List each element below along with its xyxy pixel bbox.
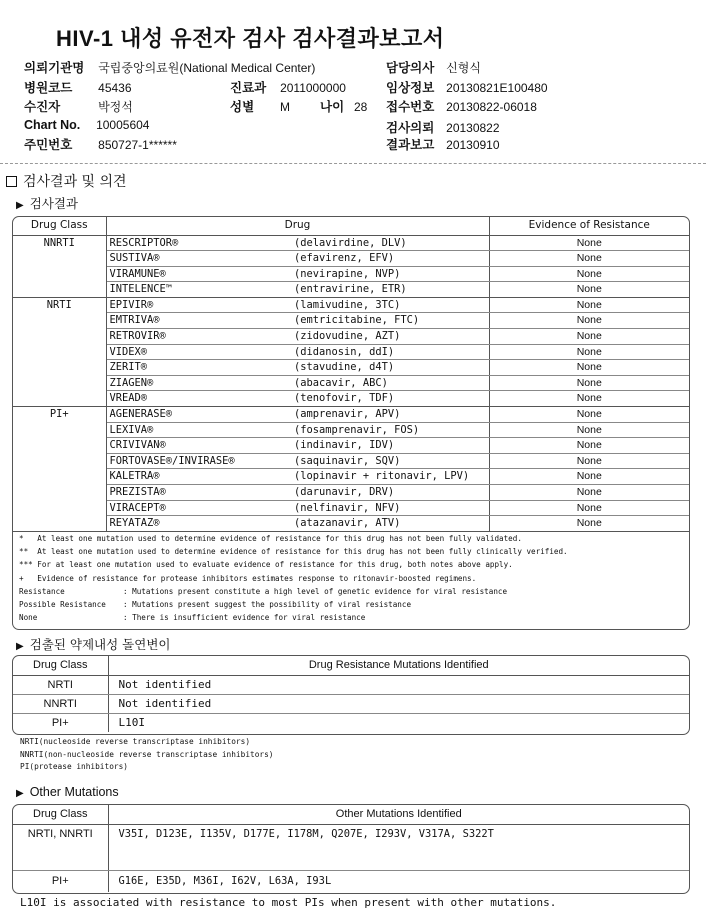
brand-name-cell: LEXIVA® bbox=[106, 422, 291, 438]
generic-name-cell: (efavirenz, EFV) bbox=[291, 251, 489, 267]
table-row bbox=[13, 870, 689, 892]
other-header-row bbox=[13, 805, 689, 824]
legend-line: NNRTI(non-nucleoside reverse transcriptase inhibitors) bbox=[20, 749, 274, 759]
definition-term: None bbox=[19, 613, 38, 623]
drug-class-cell: NRTI bbox=[13, 297, 106, 406]
evidence-cell: None bbox=[489, 297, 689, 313]
evidence-cell: None bbox=[489, 266, 689, 282]
brand-name-cell: ZIAGEN® bbox=[106, 375, 291, 391]
evidence-cell: None bbox=[489, 453, 689, 469]
generic-name-cell: (amprenavir, APV) bbox=[291, 407, 489, 423]
definition-text: : There is insufficient evidence for viral resistance bbox=[123, 613, 366, 623]
table-row bbox=[13, 438, 689, 454]
definition-line bbox=[19, 598, 683, 611]
section-results-opinion bbox=[6, 171, 127, 191]
age-label: 나이 bbox=[320, 100, 345, 114]
generic-name-cell: (abacavir, ABC) bbox=[291, 375, 489, 391]
brand-name-cell: EMTRIVA® bbox=[106, 313, 291, 329]
mutations-cell: V35I, D123E, I135V, D177E, I178M, Q207E, I293V, V317A, S322T bbox=[108, 824, 689, 870]
institution-value: 국립중앙의료원(National Medical Center) bbox=[98, 61, 316, 75]
definition-text: : Mutations present constitute a high level of genetic evidence for viral resistance bbox=[123, 586, 508, 596]
mutations-cell: Not identified bbox=[108, 675, 689, 694]
generic-name-cell: (fosamprenavir, FOS) bbox=[291, 422, 489, 438]
generic-name-cell: (zidovudine, AZT) bbox=[291, 329, 489, 345]
evidence-cell: None bbox=[489, 391, 689, 407]
brand-name-cell: SUSTIVA® bbox=[106, 251, 291, 267]
brand-name-cell: VIDEX® bbox=[106, 344, 291, 360]
evidence-cell: None bbox=[489, 438, 689, 454]
generic-name-cell: (atazanavir, ATV) bbox=[291, 516, 489, 532]
note-line: *** For at least one mutation used to evaluate evidence of resistance for this drug, both notes above apply. bbox=[19, 560, 513, 570]
hospital-code-field bbox=[24, 78, 132, 96]
brand-name-cell: AGENERASE® bbox=[106, 407, 291, 423]
evidence-cell: None bbox=[489, 407, 689, 423]
definition-text: : Mutations present suggest the possibility of viral resistance bbox=[123, 600, 412, 610]
evidence-cell: None bbox=[489, 422, 689, 438]
section-title: Other Mutations bbox=[29, 785, 119, 799]
evidence-cell: None bbox=[489, 485, 689, 501]
legend-line: PI(protease inhibitors) bbox=[20, 762, 128, 771]
brand-name-cell: VIRACEPT® bbox=[106, 500, 291, 516]
definition-line bbox=[19, 611, 683, 624]
drug-class-cell: PI+ bbox=[13, 870, 108, 892]
header-other-mutations: Other Mutations Identified bbox=[108, 805, 689, 824]
doctor-value: 신형식 bbox=[446, 61, 481, 75]
chart-label: Chart No. bbox=[24, 118, 81, 132]
drug-class-cell: NNRTI bbox=[13, 235, 106, 297]
definition-term: Resistance bbox=[19, 586, 65, 596]
section-results bbox=[16, 194, 78, 212]
header-drug-class: Drug Class bbox=[13, 805, 108, 824]
brand-name-cell: EPIVIR® bbox=[106, 297, 291, 313]
table-row bbox=[13, 824, 689, 870]
header-mutations: Drug Resistance Mutations Identified bbox=[108, 656, 689, 675]
request-label: 검사의뢰 bbox=[386, 121, 435, 135]
generic-name-cell: (lamivudine, 3TC) bbox=[291, 297, 489, 313]
evidence-cell: None bbox=[489, 344, 689, 360]
generic-name-cell: (entravirine, ETR) bbox=[291, 282, 489, 298]
chart-field bbox=[24, 118, 149, 132]
generic-name-cell: (darunavir, DRV) bbox=[291, 485, 489, 501]
subject-value: 박정석 bbox=[98, 100, 133, 114]
evidence-cell: None bbox=[489, 469, 689, 485]
evidence-cell: None bbox=[489, 375, 689, 391]
table-row bbox=[13, 516, 689, 532]
evidence-cell: None bbox=[489, 282, 689, 298]
evidence-cell: None bbox=[489, 329, 689, 345]
definitions-list bbox=[19, 585, 683, 625]
table-row bbox=[13, 675, 689, 694]
brand-name-cell: PREZISTA® bbox=[106, 485, 291, 501]
drug-class-cell: NNRTI bbox=[13, 694, 108, 713]
evidence-cell: None bbox=[489, 251, 689, 267]
brand-name-cell: RETROVIR® bbox=[106, 329, 291, 345]
generic-name-cell: (delavirdine, DLV) bbox=[291, 235, 489, 251]
table-row bbox=[13, 360, 689, 376]
other-mutations-grid bbox=[13, 805, 689, 892]
clinical-value: 20130821E100480 bbox=[446, 81, 548, 95]
table-row bbox=[13, 266, 689, 282]
department-label: 진료과 bbox=[230, 81, 267, 95]
table-row bbox=[13, 694, 689, 713]
table-row bbox=[13, 407, 689, 423]
subject-label: 수진자 bbox=[24, 100, 61, 114]
drug-class-cell: PI+ bbox=[13, 407, 106, 532]
resident-label: 주민번호 bbox=[24, 138, 73, 152]
table-row bbox=[13, 297, 689, 313]
clinical-field bbox=[386, 78, 548, 96]
drug-class-cell: NRTI, NNRTI bbox=[13, 824, 108, 870]
drug-class-cell: PI+ bbox=[13, 713, 108, 732]
resident-value: 850727-1****** bbox=[98, 138, 177, 152]
brand-name-cell: KALETRA® bbox=[106, 469, 291, 485]
mutations-header-row bbox=[13, 656, 689, 675]
other-body bbox=[13, 824, 689, 892]
generic-name-cell: (tenofovir, TDF) bbox=[291, 391, 489, 407]
table-row bbox=[13, 453, 689, 469]
brand-name-cell: REYATAZ® bbox=[106, 516, 291, 532]
hospital-code-value: 45436 bbox=[98, 81, 132, 95]
section-title: 검출된 약제내성 돌연변이 bbox=[29, 637, 171, 652]
table-row bbox=[13, 282, 689, 298]
results-body bbox=[13, 235, 689, 532]
notes-list bbox=[19, 532, 683, 585]
note-line: ** At least one mutation used to determine evidence of resistance for this drug has not been fully clinically verified. bbox=[19, 547, 568, 557]
sex-label: 성별 bbox=[230, 100, 255, 114]
results-header-row bbox=[13, 217, 689, 235]
section-detected-mutations bbox=[16, 635, 170, 653]
brand-name-cell: VREAD® bbox=[106, 391, 291, 407]
square-bullet-icon bbox=[6, 176, 17, 187]
table-row bbox=[13, 713, 689, 732]
resident-field bbox=[24, 135, 177, 153]
reception-field bbox=[386, 97, 537, 115]
mutations-grid bbox=[13, 656, 689, 732]
evidence-cell: None bbox=[489, 360, 689, 376]
reception-label: 접수번호 bbox=[386, 100, 435, 114]
header-drug-class: Drug Class bbox=[13, 217, 106, 235]
doctor-field bbox=[386, 58, 481, 76]
mutations-cell: Not identified bbox=[108, 694, 689, 713]
mutations-cell: L10I bbox=[118, 716, 145, 730]
brand-name-cell: CRIVIVAN® bbox=[106, 438, 291, 454]
brand-name-cell: INTELENCE™ bbox=[106, 282, 291, 298]
brand-name-cell: RESCRIPTOR® bbox=[106, 235, 291, 251]
definition-term: Possible Resistance bbox=[19, 600, 106, 610]
section-title: 검사결과 및 의견 bbox=[23, 174, 127, 190]
triangle-bullet-icon: ▶ bbox=[16, 788, 24, 799]
hospital-code-label: 병원코드 bbox=[24, 81, 73, 95]
generic-name-cell: (emtricitabine, FTC) bbox=[291, 313, 489, 329]
legend-line: NRTI(nucleoside reverse transcriptase inhibitors) bbox=[20, 737, 251, 746]
triangle-bullet-icon: ▶ bbox=[16, 641, 24, 652]
department-field bbox=[230, 78, 346, 96]
results-table bbox=[12, 216, 690, 532]
report-title: HIV-1 내성 유전자 검사 검사결과보고서 bbox=[56, 26, 445, 51]
brand-name-cell: FORTOVASE®/INVIRASE® bbox=[106, 453, 291, 469]
reception-value: 20130822-06018 bbox=[446, 100, 537, 114]
table-row bbox=[13, 422, 689, 438]
mutations-body bbox=[13, 675, 689, 732]
report-date-field bbox=[386, 135, 500, 153]
report-date-value: 20130910 bbox=[446, 138, 500, 152]
department-value: 2011000000 bbox=[280, 81, 346, 95]
other-mutations-table bbox=[12, 804, 690, 894]
sex-value: M bbox=[279, 100, 290, 114]
subject-field bbox=[24, 97, 133, 115]
table-row bbox=[13, 235, 689, 251]
footnote: L10I is associated with resistance to most PIs when present with other mutations. bbox=[20, 896, 557, 909]
table-row bbox=[13, 391, 689, 407]
note-line: + Evidence of resistance for protease inhibitors estimates response to ritonavir-boosted regimens. bbox=[19, 573, 477, 583]
institution-field bbox=[24, 58, 315, 76]
triangle-bullet-icon: ▶ bbox=[16, 200, 24, 211]
table-row bbox=[13, 329, 689, 345]
evidence-cell: None bbox=[489, 516, 689, 532]
header-drug: Drug bbox=[106, 217, 489, 235]
evidence-cell: None bbox=[489, 500, 689, 516]
institution-label: 의뢰기관명 bbox=[24, 61, 85, 75]
header-evidence: Evidence of Resistance bbox=[489, 217, 689, 235]
generic-name-cell: (nevirapine, NVP) bbox=[291, 266, 489, 282]
table-row bbox=[13, 313, 689, 329]
request-value: 20130822 bbox=[446, 121, 500, 135]
table-row bbox=[13, 485, 689, 501]
generic-name-cell: (didanosin, ddI) bbox=[291, 344, 489, 360]
generic-name-cell: (stavudine, d4T) bbox=[291, 360, 489, 376]
brand-name-cell: VIRAMUNE® bbox=[106, 266, 291, 282]
abbreviation-legend bbox=[20, 736, 273, 774]
generic-name-cell: (saquinavir, SQV) bbox=[291, 453, 489, 469]
chart-value: 10005604 bbox=[96, 118, 150, 132]
results-grid bbox=[13, 217, 689, 532]
table-row bbox=[13, 251, 689, 267]
mutations-cell: G16E, E35D, M36I, I62V, L63A, I93L bbox=[118, 875, 332, 888]
request-field bbox=[386, 118, 500, 136]
table-row bbox=[13, 375, 689, 391]
header-drug-class: Drug Class bbox=[13, 656, 108, 675]
drug-class-cell: NRTI bbox=[13, 675, 108, 694]
section-title: 검사결과 bbox=[29, 196, 79, 211]
table-row bbox=[13, 344, 689, 360]
clinical-label: 임상정보 bbox=[386, 81, 435, 95]
generic-name-cell: (nelfinavir, NFV) bbox=[291, 500, 489, 516]
evidence-cell: None bbox=[489, 313, 689, 329]
doctor-label: 담당의사 bbox=[386, 61, 435, 75]
generic-name-cell: (indinavir, IDV) bbox=[291, 438, 489, 454]
table-row bbox=[13, 500, 689, 516]
age-field bbox=[320, 97, 367, 115]
brand-name-cell: ZERIT® bbox=[106, 360, 291, 376]
results-notes bbox=[12, 530, 690, 630]
report-date-label: 결과보고 bbox=[386, 138, 435, 152]
section-other-mutations bbox=[16, 785, 119, 799]
definition-line bbox=[19, 585, 683, 598]
header-divider bbox=[0, 163, 706, 165]
sex-field bbox=[230, 97, 290, 115]
note-line: * At least one mutation used to determine evidence of resistance for this drug has not been fully validated. bbox=[19, 534, 522, 543]
mutations-table bbox=[12, 655, 690, 735]
generic-name-cell: (lopinavir + ritonavir, LPV) bbox=[291, 469, 489, 485]
table-row bbox=[13, 469, 689, 485]
evidence-cell: None bbox=[489, 235, 689, 251]
age-value: 28 bbox=[353, 100, 368, 114]
